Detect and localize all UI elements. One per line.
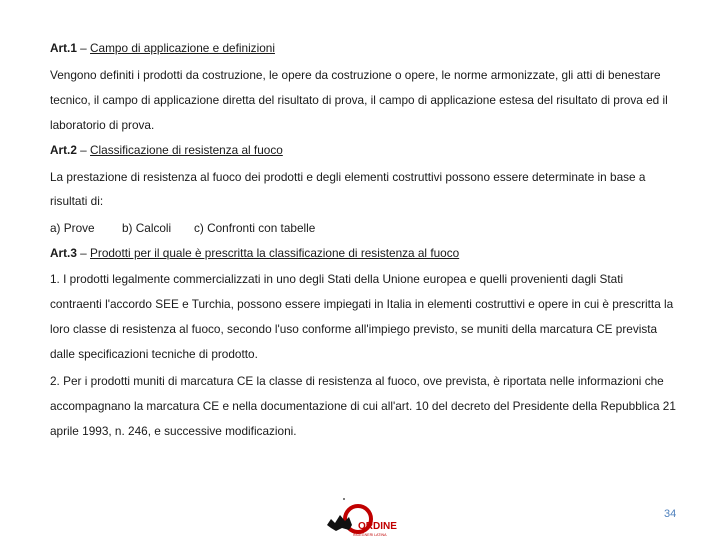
art2-label: Art.2: [50, 143, 77, 157]
art2-text-line: risultati di:: [50, 194, 104, 208]
art1-text-line: Vengono definiti i prodotti da costruzione, le opere da costruzione o opere, le norme armonizzate, gli atti di benestare: [50, 68, 661, 82]
logo-subtext: INGEGNERI LATINA: [353, 533, 387, 537]
page-number: 34: [664, 508, 677, 520]
art3-separator: –: [76, 246, 91, 260]
art2-options: [50, 221, 690, 237]
art3-text-line: 2. Per i prodotti muniti di marcatura CE la classe di resistenza al fuoco, ove prevista, è riportata nelle informazioni che: [50, 374, 664, 388]
art1-separator: –: [76, 41, 91, 55]
ordine-logo: [322, 495, 400, 539]
art1-heading: [50, 41, 275, 55]
art1-label: Art.1: [50, 41, 77, 55]
art2-text-line: La prestazione di resistenza al fuoco dei prodotti e degli elementi costruttivi possono essere determinate in base a: [50, 170, 646, 184]
art2-heading: [50, 143, 283, 157]
art1-text-line: laboratorio di prova.: [50, 118, 155, 132]
art3-heading: [50, 246, 459, 260]
art1-title: Campo di applicazione e definizioni: [90, 41, 275, 55]
logo-dot: [343, 498, 345, 500]
art3-text-line: loro classe di resistenza al fuoco, secondo l'uso conforme all'impiego previsto, se muniti della marcatura CE prevista: [50, 322, 658, 336]
art3-text-line: 1. I prodotti legalmente commercializzati in uno degli Stati della Unione europea e quelli provenienti dagli Stati: [50, 272, 624, 286]
art1-text-line: tecnico, il campo di applicazione diretta del risultato di prova, il campo di applicazione estesa del risultato di prova ed il: [50, 93, 668, 107]
option-confronti: c) Confronti con tabelle: [194, 221, 316, 235]
art3-text-line: aprile 1993, n. 246, e successive modificazioni.: [50, 424, 297, 438]
option-prove: a) Prove: [50, 221, 95, 235]
art2-title: Classificazione di resistenza al fuoco: [90, 143, 283, 157]
art2-separator: –: [76, 143, 91, 157]
art3-text-line: contraenti l'accordo SEE e Turchia, possono essere impiegati in Italia in elementi costruttivi e opere in cui è prescritta la: [50, 297, 674, 311]
art3-title: Prodotti per il quale è prescritta la classificazione di resistenza al fuoco: [90, 246, 460, 260]
art3-label: Art.3: [50, 246, 77, 260]
art3-text-line: accompagnano la marcatura CE e nella documentazione di cui all'art. 10 del decreto del Presidente della Repubblica 21: [50, 399, 676, 413]
logo-text: ORDINE: [358, 521, 397, 532]
art3-text-line: dalle specificazioni tecniche di prodotto.: [50, 347, 258, 361]
logo-emblem-icon: [327, 515, 352, 531]
option-calcoli: b) Calcoli: [122, 221, 172, 235]
